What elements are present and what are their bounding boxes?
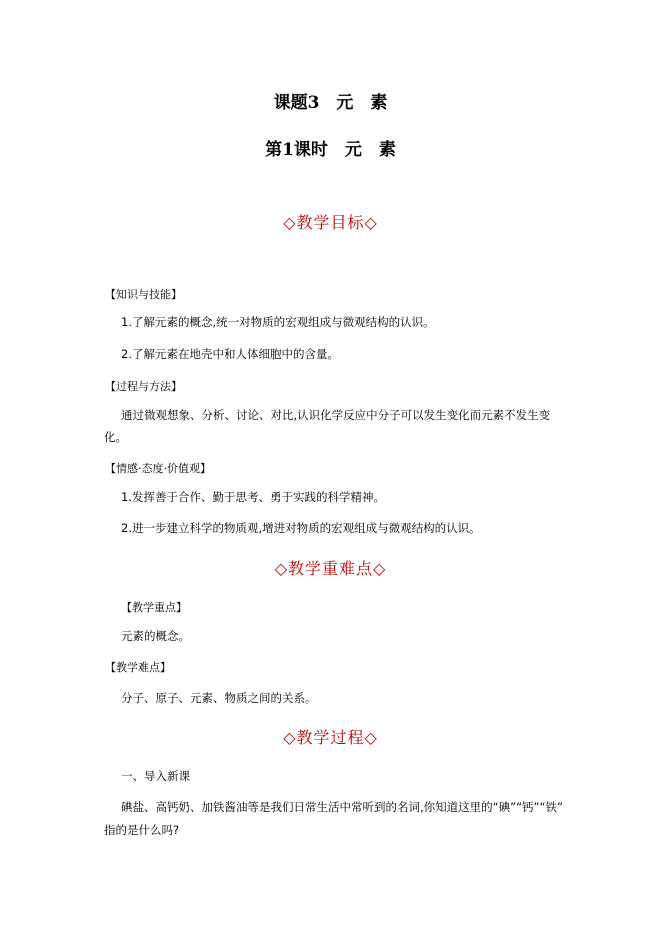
page-title: 课题3 元 素 [273,93,388,113]
emotion-label: 【情感·态度·价值观】 [105,462,211,475]
section-heading-process: ◇教学过程◇ [283,728,378,747]
method-line-2: 化。 [104,430,127,444]
emotion-item-1: 1.发挥善于合作、勤于思考、勇于实践的科学精神。 [121,490,385,504]
difficult-point-text: 分子、原子、元素、物质之间的关系。 [121,691,317,705]
emotion-item-2: 2.进一步建立科学的物质观,增进对物质的宏观组成与微观结构的认识。 [121,521,481,535]
method-label: 【过程与方法】 [105,380,182,393]
key-point-text: 元素的概念。 [121,629,190,643]
intro-line-2: 指的是什么吗? [104,823,180,837]
key-point-label: 【教学重点】 [121,601,187,614]
knowledge-item-2: 2.了解元素在地壳中和人体细胞中的含量。 [121,347,339,361]
difficult-point-label: 【教学难点】 [105,661,171,674]
knowledge-label: 【知识与技能】 [105,288,182,301]
page-subtitle: 第1课时 元 素 [265,140,396,160]
section-heading-objectives: ◇教学目标◇ [283,213,378,232]
section-heading-key-points: ◇教学重难点◇ [274,559,387,578]
knowledge-item-1: 1.了解元素的概念,统一对物质的宏观组成与微观结构的认识。 [121,315,435,329]
method-line-1: 通过微观想象、分析、讨论、对比,认识化学反应中分子可以发生变化而元素不发生变 [121,408,551,422]
intro-heading: 一、导入新课 [121,769,190,783]
intro-line-1: 碘盐、高钙奶、加铁酱油等是我们日常生活中常听到的名词,你知道这里的“碘”“钙”“铁” [121,800,563,814]
